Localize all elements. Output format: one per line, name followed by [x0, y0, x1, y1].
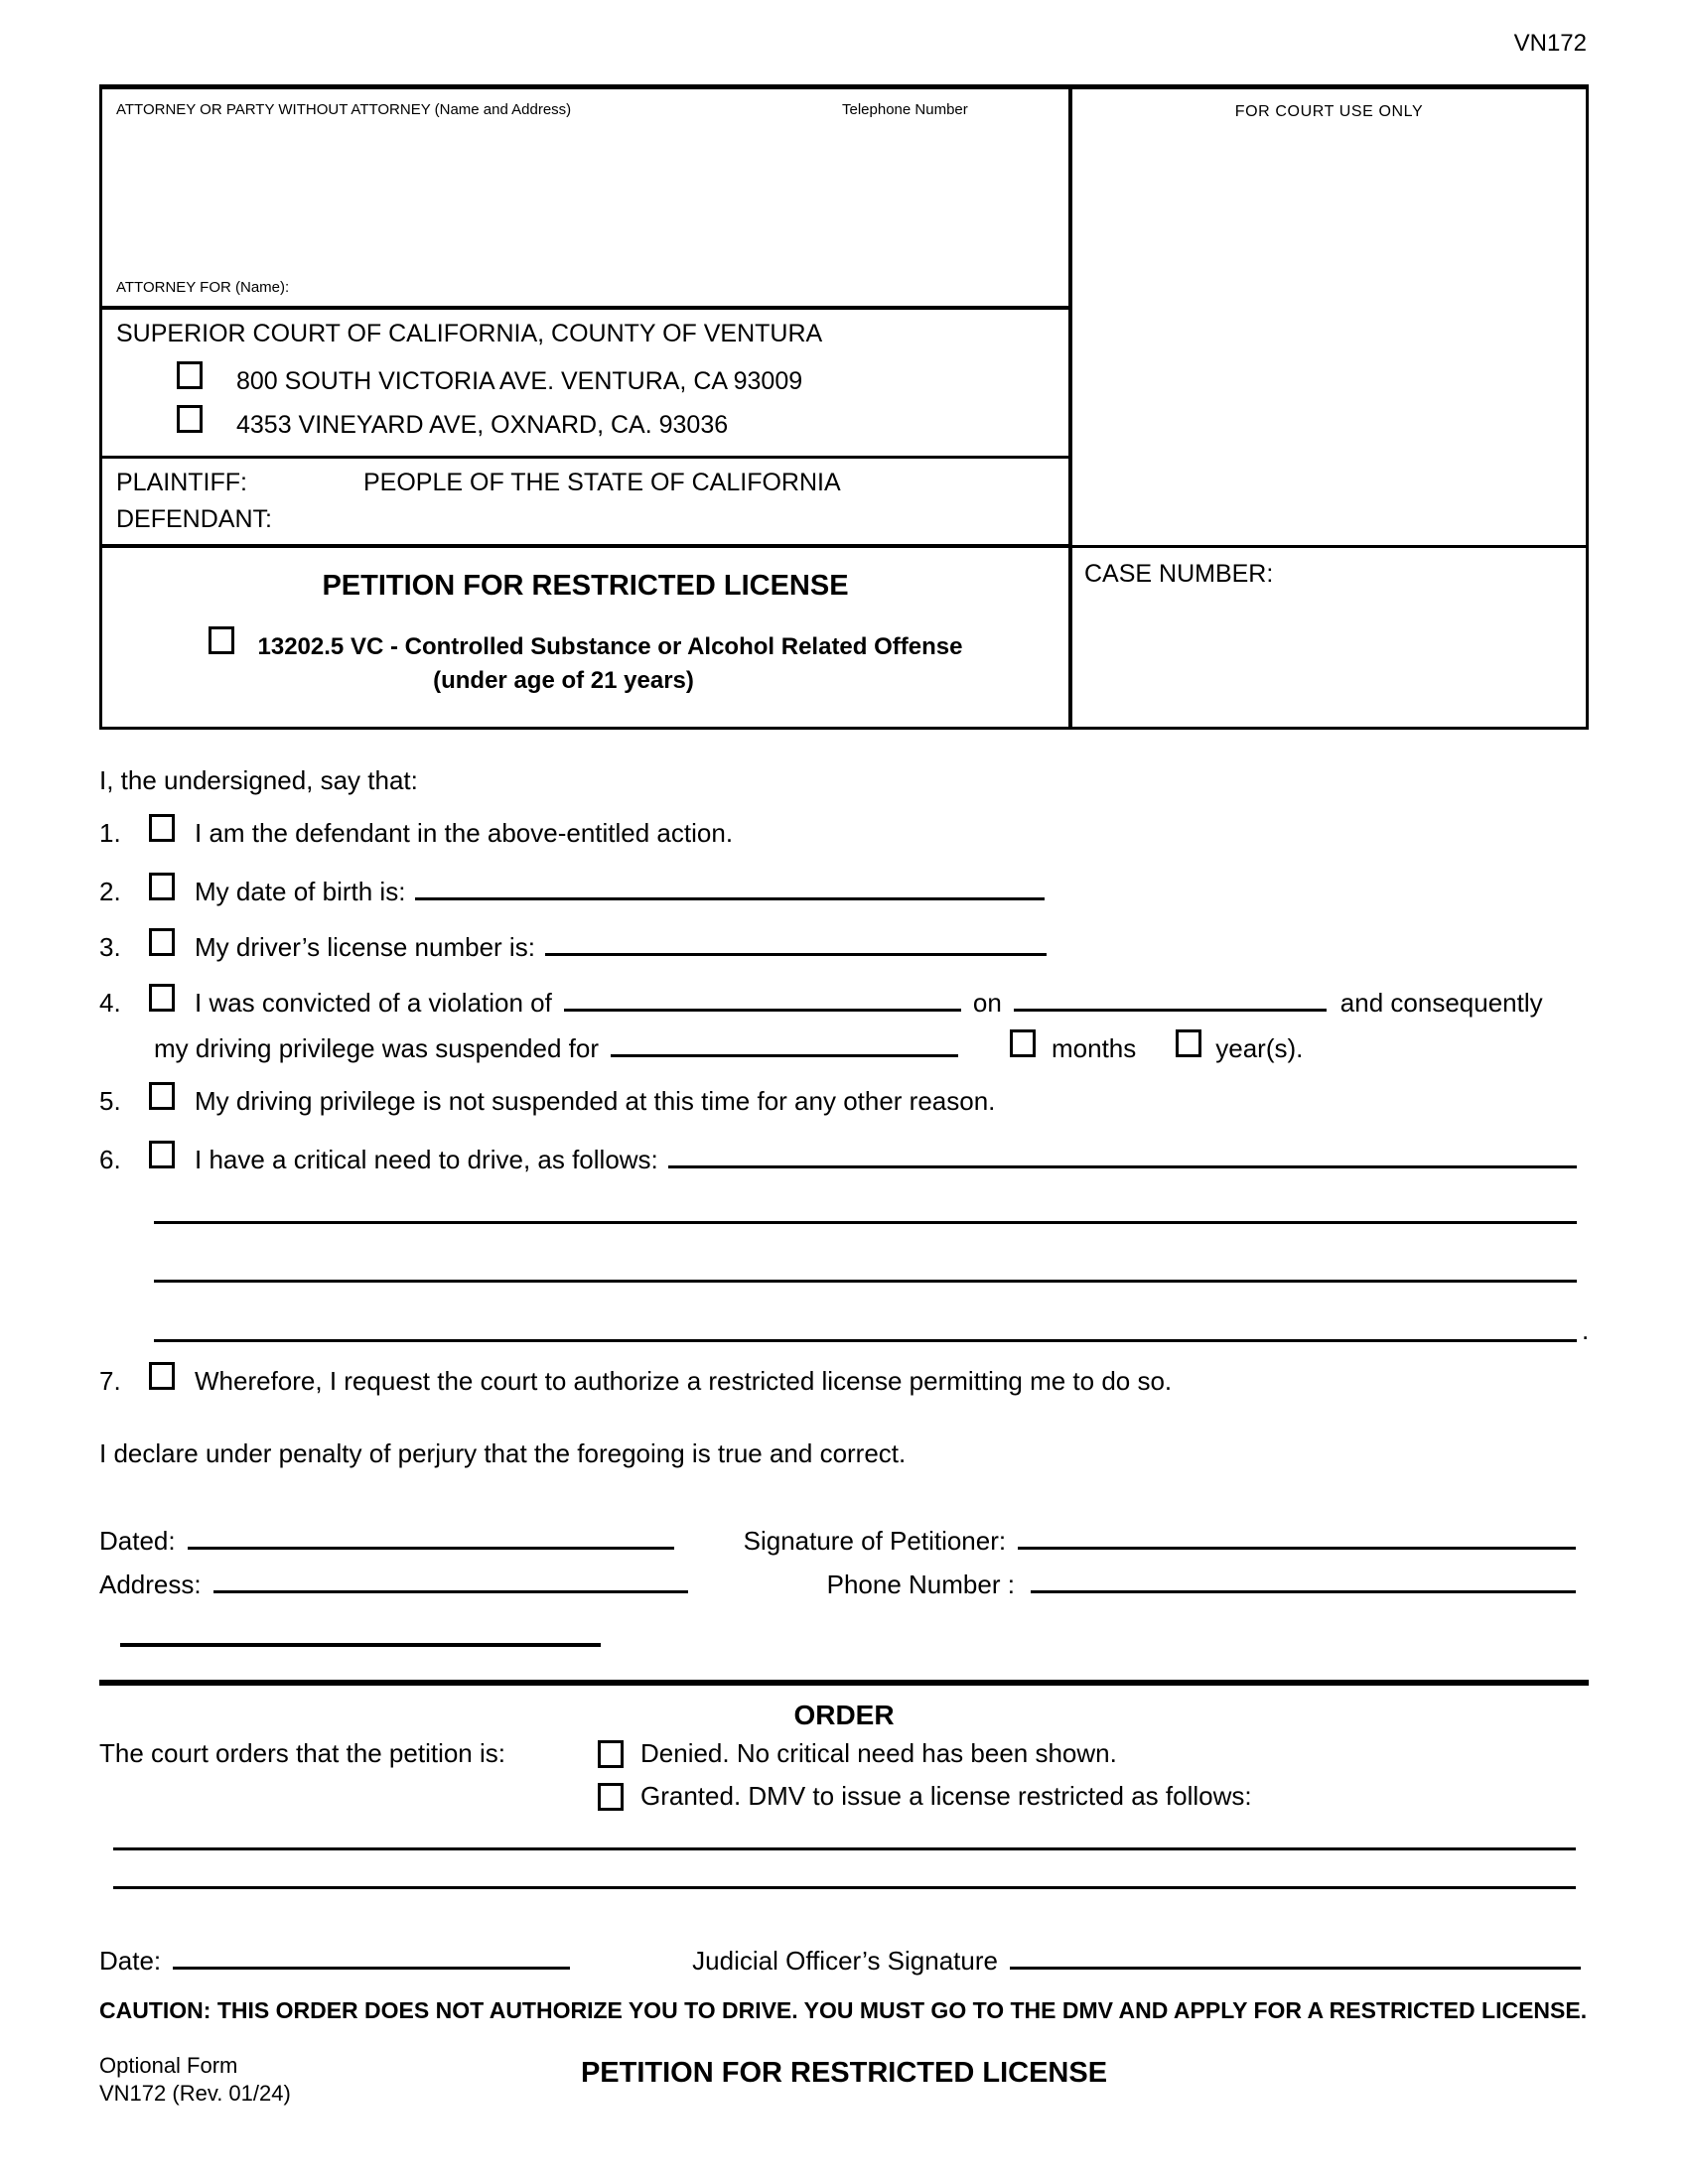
address-line-2-blank[interactable] [120, 1643, 601, 1647]
petition-item-2 [99, 870, 1589, 907]
petition-item-1 [99, 814, 1589, 849]
attorney-label: ATTORNEY OR PARTY WITHOUT ATTORNEY (Name and Address) [116, 101, 572, 118]
header-box [99, 84, 1589, 730]
critical-need-line-4[interactable] [154, 1339, 1577, 1342]
court-box [102, 310, 1072, 459]
petitioner-signature-label: Signature of Petitioner: [743, 1526, 1007, 1556]
conviction-date-blank[interactable] [1014, 981, 1327, 1012]
critical-need-line-2[interactable] [154, 1221, 1577, 1224]
phone-label: Phone Number : [826, 1570, 1015, 1599]
optional-form-label: Optional Form [99, 2053, 238, 2078]
item-1-checkbox[interactable] [149, 814, 175, 842]
restriction-line-1[interactable] [113, 1847, 1576, 1850]
suspension-duration-blank[interactable] [611, 1026, 958, 1057]
item-7-text: Wherefore, I request the court to authorize a restricted license permitting me to do so. [195, 1366, 1173, 1396]
court-address-1-label: 800 SOUTH VICTORIA AVE. VENTURA, CA 93009 [236, 367, 803, 395]
item-4-text-a: I was convicted of a violation of [195, 988, 552, 1018]
attorney-for-label: ATTORNEY FOR (Name): [116, 278, 290, 296]
item-1-text: I am the defendant in the above-entitled action. [195, 818, 734, 848]
item-5-text: My driving privilege is not suspended at this time for any other reason. [195, 1086, 996, 1116]
petition-item-3 [99, 925, 1589, 963]
order-lead: The court orders that the petition is: [99, 1738, 505, 1768]
item-number: 1. [99, 818, 121, 848]
denied-checkbox[interactable] [598, 1740, 624, 1768]
order-granted-row [99, 1782, 1589, 1816]
form-code: VN172 [1513, 30, 1587, 57]
judicial-signature-blank[interactable] [1010, 1939, 1581, 1970]
order-date-label: Date: [99, 1946, 162, 1976]
item-number: 6. [99, 1145, 121, 1174]
attorney-box [102, 89, 1072, 310]
caution-notice: CAUTION: THIS ORDER DOES NOT AUTHORIZE YOU TO DRIVE. YOU MUST GO TO THE DMV AND APPLY FOR A RESTRICTED LICENSE. [99, 1997, 1588, 2023]
date-of-birth-blank[interactable] [415, 870, 1045, 900]
critical-need-trailing-period: . [1582, 1315, 1590, 1345]
restriction-line-2[interactable] [113, 1886, 1576, 1889]
violation-blank[interactable] [564, 981, 961, 1012]
footer-title: PETITION FOR RESTRICTED LICENSE [580, 2057, 1108, 2089]
offense-label: 13202.5 VC - Controlled Substance or Alcohol Related Offense [257, 633, 963, 661]
petition-item-7 [99, 1362, 1589, 1397]
case-number-label: CASE NUMBER: [1084, 560, 1274, 588]
critical-need-line-3[interactable] [154, 1280, 1577, 1283]
item-7-checkbox[interactable] [149, 1362, 175, 1390]
item-number: 3. [99, 932, 121, 962]
form-title: PETITION FOR RESTRICTED LICENSE [322, 570, 849, 602]
months-checkbox[interactable] [1010, 1029, 1036, 1057]
court-address-2-label: 4353 VINEYARD AVE, OXNARD, CA. 93036 [236, 411, 729, 439]
dated-label: Dated: [99, 1526, 176, 1556]
case-number-box [1072, 548, 1586, 727]
defendant-label: DEFENDANT: [116, 505, 272, 534]
court-use-box [1072, 89, 1586, 548]
item-4-text-b: on [972, 988, 1002, 1018]
address-label: Address: [99, 1570, 202, 1599]
judicial-signature-label: Judicial Officer’s Signature [692, 1946, 998, 1976]
petition-item-4-line-2 [99, 1026, 1589, 1064]
order-heading: ORDER [793, 1700, 895, 1730]
item-4-text-c: and consequently [1339, 988, 1543, 1018]
petition-item-4-line-1 [99, 981, 1589, 1019]
title-box [102, 548, 1072, 727]
order-date-row [99, 1939, 1581, 1977]
item-number: 7. [99, 1366, 121, 1396]
dated-signature-row [99, 1519, 1576, 1557]
years-label: year(s). [1215, 1033, 1304, 1063]
phone-blank[interactable] [1031, 1563, 1576, 1593]
offense-subnote: (under age of 21 years) [433, 666, 694, 694]
item-number: 5. [99, 1086, 121, 1116]
granted-label: Granted. DMV to issue a license restricted as follows: [640, 1781, 1252, 1811]
item-5-checkbox[interactable] [149, 1082, 175, 1110]
court-address-row [177, 405, 728, 440]
years-checkbox[interactable] [1176, 1029, 1201, 1057]
plaintiff-label: PLAINTIFF: [116, 469, 247, 496]
petition-item-6 [99, 1138, 1577, 1175]
item-number: 2. [99, 877, 121, 906]
plaintiff-value: PEOPLE OF THE STATE OF CALIFORNIA [363, 469, 841, 496]
item-4-checkbox[interactable] [149, 984, 175, 1012]
item-6-text: I have a critical need to drive, as follows: [195, 1145, 658, 1174]
address-blank[interactable] [213, 1563, 688, 1593]
order-denied-row [99, 1739, 1589, 1773]
court-use-label: FOR COURT USE ONLY [1234, 103, 1424, 120]
offense-checkbox[interactable] [209, 626, 234, 654]
item-2-text: My date of birth is: [195, 877, 406, 906]
petitioner-signature-blank[interactable] [1018, 1519, 1576, 1550]
granted-checkbox[interactable] [598, 1783, 624, 1811]
form-revision: VN172 (Rev. 01/24) [99, 2081, 291, 2106]
court-address-row [177, 361, 802, 396]
court-name: SUPERIOR COURT OF CALIFORNIA, COUNTY OF VENTURA [116, 320, 823, 347]
party-box [102, 459, 1072, 548]
item-2-checkbox[interactable] [149, 873, 175, 900]
order-date-blank[interactable] [173, 1939, 570, 1970]
dated-blank[interactable] [188, 1519, 674, 1550]
address-phone-row [99, 1563, 1576, 1600]
offense-row [102, 626, 1068, 661]
item-number: 4. [99, 988, 121, 1018]
court-address-2-checkbox[interactable] [177, 405, 203, 433]
court-address-1-checkbox[interactable] [177, 361, 203, 389]
denied-label: Denied. No critical need has been shown. [640, 1738, 1117, 1768]
license-number-blank[interactable] [545, 925, 1047, 956]
petition-item-5 [99, 1082, 1589, 1117]
critical-need-blank[interactable] [668, 1138, 1577, 1168]
perjury-declaration: I declare under penalty of perjury that the foregoing is true and correct. [99, 1438, 907, 1468]
months-label: months [1052, 1033, 1137, 1063]
item-3-text: My driver’s license number is: [195, 932, 535, 962]
item-4-text-d: my driving privilege was suspended for [154, 1033, 599, 1063]
item-3-checkbox[interactable] [149, 928, 175, 956]
item-6-checkbox[interactable] [149, 1141, 175, 1168]
telephone-label: Telephone Number [842, 101, 968, 118]
order-section-divider [99, 1680, 1589, 1686]
petition-intro: I, the undersigned, say that: [99, 765, 418, 795]
